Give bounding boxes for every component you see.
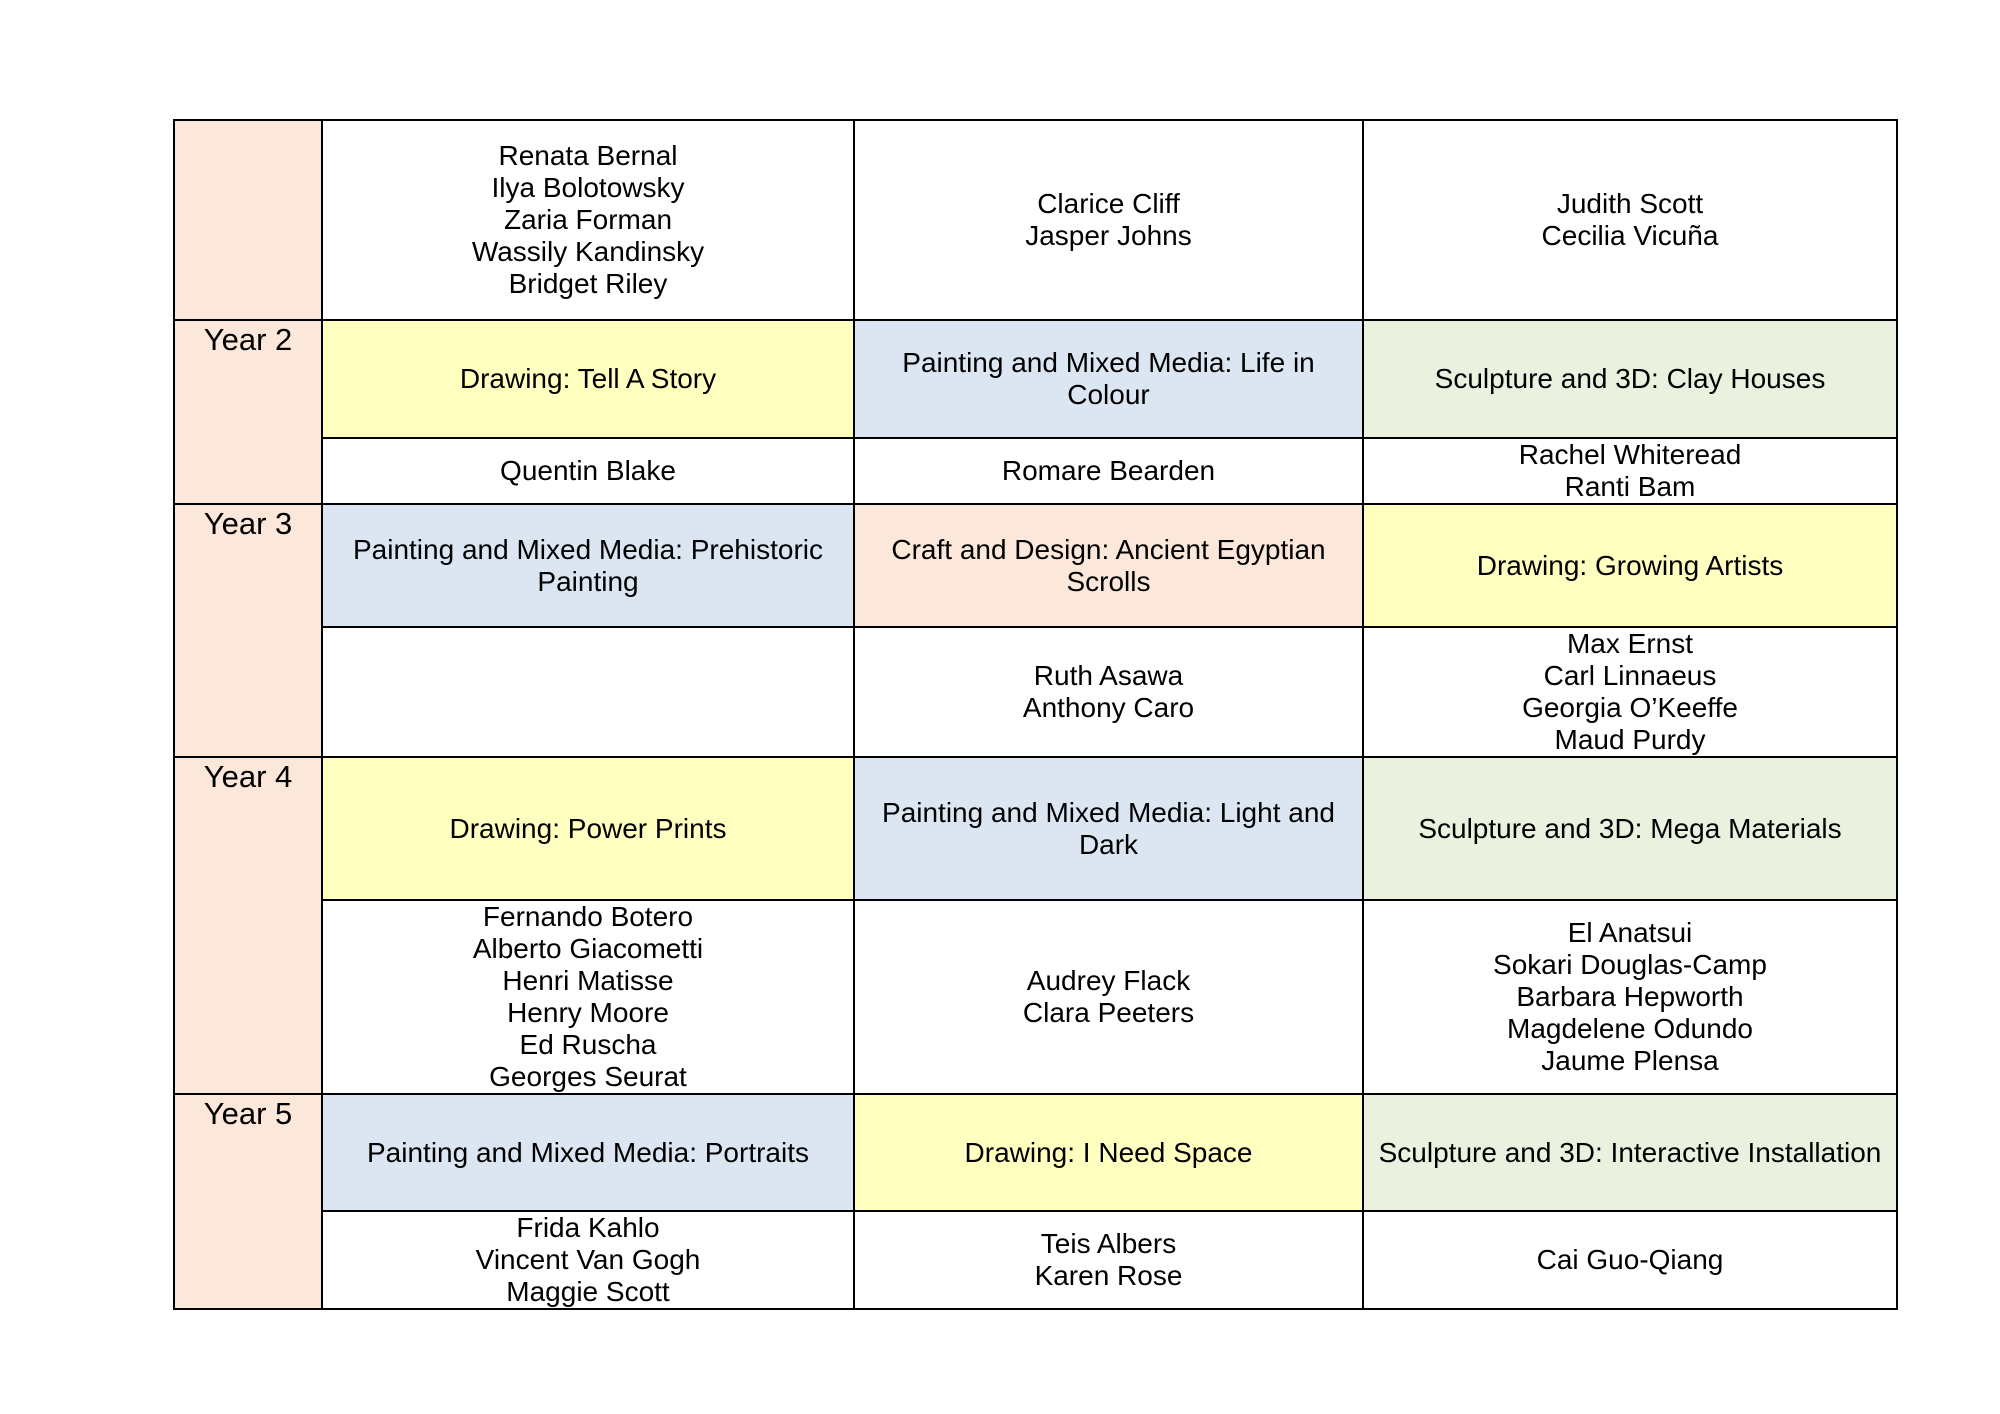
table-row (174, 627, 1897, 757)
artist-name: Maud Purdy (1554, 724, 1706, 755)
artist-list-cell (854, 627, 1363, 757)
artist-list-cell (1363, 900, 1897, 1094)
unit-title-cell: Painting and Mixed Media: Prehistoric Painting (322, 504, 854, 627)
artist-name: Anthony Caro (1022, 692, 1195, 723)
artist-name: Jasper Johns (1025, 220, 1192, 251)
unit-title-cell: Sculpture and 3D: Interactive Installation (1363, 1094, 1897, 1211)
artist-name: Max Ernst (1566, 628, 1694, 659)
artist-list-cell (854, 900, 1363, 1094)
table-row (174, 1211, 1897, 1309)
artist-name: Rachel Whiteread (1518, 439, 1742, 470)
artist-list-cell-empty (322, 627, 854, 757)
table-row (174, 900, 1897, 1094)
artist-name: Alberto Giacometti (472, 933, 704, 964)
year-cell-continued (174, 120, 322, 320)
unit-title-cell: Painting and Mixed Media: Light and Dark (854, 757, 1363, 900)
artist-list-cell (322, 1211, 854, 1309)
artist-name: Georgia O’Keeffe (1522, 692, 1738, 723)
unit-title-cell: Drawing: Tell A Story (322, 320, 854, 438)
artist-name: Magdelene Odundo (1507, 1013, 1753, 1044)
artist-list-cell (1363, 120, 1897, 320)
artist-name: El Anatsui (1567, 917, 1693, 948)
artist-name: Clarice Cliff (1037, 188, 1180, 219)
artist-name: Ranti Bam (1564, 471, 1696, 502)
curriculum-table (173, 119, 1898, 1310)
artist-name: Judith Scott (1556, 188, 1704, 219)
unit-title-cell: Sculpture and 3D: Clay Houses (1363, 320, 1897, 438)
artist-name: Romare Bearden (1001, 455, 1216, 486)
year-label: Year 3 (174, 504, 322, 757)
unit-title-cell: Craft and Design: Ancient Egyptian Scrolls (854, 504, 1363, 627)
artist-name: Henry Moore (507, 997, 669, 1028)
table-row (174, 504, 1897, 627)
artist-name: Audrey Flack (1026, 965, 1191, 996)
artist-name: Cai Guo-Qiang (1536, 1244, 1724, 1275)
year-label: Year 5 (174, 1094, 322, 1309)
artist-name: Wassily Kandinsky (471, 236, 705, 267)
unit-title-cell: Drawing: Power Prints (322, 757, 854, 900)
table-row (174, 1094, 1897, 1211)
artist-name: Fernando Botero (482, 901, 694, 932)
artist-name: Ruth Asawa (1033, 660, 1184, 691)
unit-title-cell: Sculpture and 3D: Mega Materials (1363, 757, 1897, 900)
artist-name: Maggie Scott (506, 1276, 670, 1307)
year-label: Year 4 (174, 757, 322, 1094)
table-row (174, 120, 1897, 320)
artist-list-cell (322, 900, 854, 1094)
artist-name: Sokari Douglas-Camp (1493, 949, 1767, 980)
artist-name: Teis Albers (1040, 1228, 1177, 1259)
artist-name: Barbara Hepworth (1516, 981, 1744, 1012)
table-row (174, 438, 1897, 504)
artist-list-cell (322, 438, 854, 504)
artist-name: Quentin Blake (500, 455, 676, 486)
table-row (174, 320, 1897, 438)
artist-name: Ed Ruscha (519, 1029, 657, 1060)
artist-name: Clara Peeters (1022, 997, 1195, 1028)
artist-list-cell (854, 1211, 1363, 1309)
unit-title-cell: Drawing: Growing Artists (1363, 504, 1897, 627)
artist-name: Zaria Forman (503, 204, 673, 235)
artist-name: Carl Linnaeus (1543, 660, 1717, 691)
artist-name: Karen Rose (1034, 1260, 1183, 1291)
artist-name: Vincent Van Gogh (475, 1244, 701, 1275)
artist-name: Frida Kahlo (516, 1212, 660, 1243)
artist-list-cell (854, 120, 1363, 320)
artist-name: Ilya Bolotowsky (491, 172, 685, 203)
artist-list-cell (1363, 1211, 1897, 1309)
artist-list-cell (322, 120, 854, 320)
artist-list-cell (1363, 438, 1897, 504)
artist-name: Henri Matisse (502, 965, 674, 996)
unit-title-cell: Painting and Mixed Media: Portraits (322, 1094, 854, 1211)
table-row (174, 757, 1897, 900)
artist-name: Renata Bernal (498, 140, 678, 171)
artist-name: Cecilia Vicuña (1541, 220, 1719, 251)
artist-name: Jaume Plensa (1541, 1045, 1719, 1076)
artist-name: Bridget Riley (508, 268, 668, 299)
unit-title-cell: Painting and Mixed Media: Life in Colour (854, 320, 1363, 438)
unit-title-cell: Drawing: I Need Space (854, 1094, 1363, 1211)
year-label: Year 2 (174, 320, 322, 504)
artist-name: Georges Seurat (489, 1061, 687, 1092)
artist-list-cell (854, 438, 1363, 504)
artist-list-cell (1363, 627, 1897, 757)
